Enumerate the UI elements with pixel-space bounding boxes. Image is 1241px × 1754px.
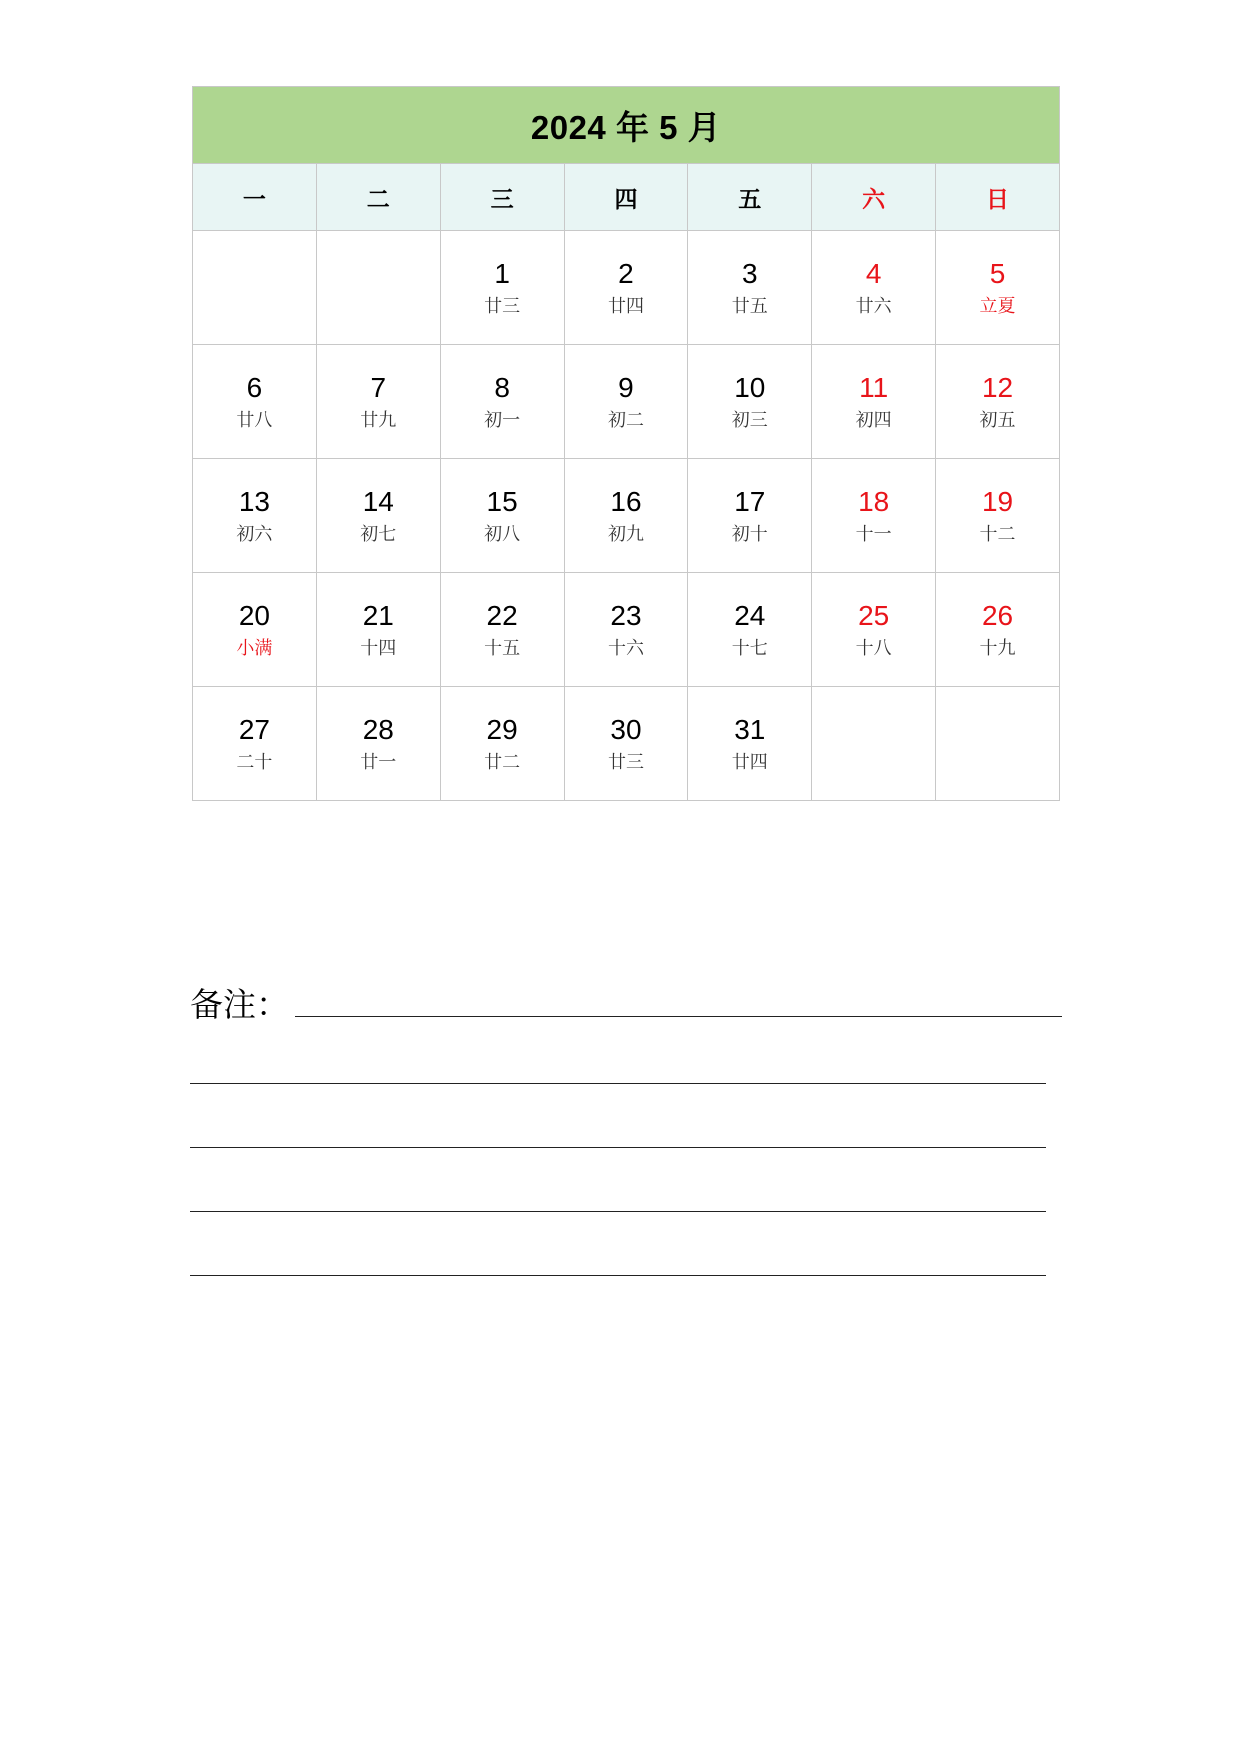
day-number: 5 [989, 257, 1006, 289]
day-cell[interactable] [812, 573, 936, 687]
day-cell[interactable] [688, 573, 812, 687]
notes-section [190, 985, 1070, 1276]
lunar-date: 十七 [731, 637, 768, 659]
lunar-date: 初三 [731, 409, 768, 431]
day-cell[interactable] [440, 687, 564, 801]
weekday-thu: 四 [564, 164, 688, 231]
day-cell[interactable] [564, 345, 688, 459]
day-cell[interactable] [316, 687, 440, 801]
lunar-date: 初九 [607, 523, 644, 545]
lunar-date: 初二 [607, 409, 644, 431]
empty-day-cell [812, 687, 936, 801]
day-cell[interactable] [440, 345, 564, 459]
lunar-date: 立夏 [979, 295, 1016, 317]
day-cell[interactable] [193, 687, 317, 801]
day-cell[interactable] [812, 459, 936, 573]
empty-day-cell [936, 687, 1060, 801]
lunar-date: 廿六 [855, 295, 892, 317]
day-cell[interactable] [564, 573, 688, 687]
day-number: 18 [858, 485, 890, 517]
lunar-date: 初一 [484, 409, 521, 431]
lunar-date: 初七 [360, 523, 397, 545]
week-row [193, 459, 1060, 573]
day-cell[interactable] [688, 687, 812, 801]
weekday-row [193, 164, 1060, 231]
lunar-date: 廿四 [731, 751, 768, 773]
day-number: 21 [362, 599, 394, 631]
lunar-date: 十二 [979, 523, 1016, 545]
weekday-tue: 二 [316, 164, 440, 231]
lunar-date: 廿一 [360, 751, 397, 773]
week-row [193, 573, 1060, 687]
weekday-mon: 一 [193, 164, 317, 231]
day-number: 4 [865, 257, 882, 289]
day-cell[interactable] [193, 345, 317, 459]
day-number: 10 [734, 371, 766, 403]
day-number: 3 [742, 257, 758, 289]
day-number: 2 [618, 257, 634, 289]
notes-lines [190, 1083, 1070, 1276]
lunar-date: 廿四 [607, 295, 644, 317]
day-cell[interactable] [193, 459, 317, 573]
day-cell[interactable] [440, 231, 564, 345]
day-number: 16 [610, 485, 642, 517]
day-number: 17 [734, 485, 766, 517]
empty-day-cell [193, 231, 317, 345]
day-number: 26 [981, 599, 1014, 631]
day-cell[interactable] [688, 231, 812, 345]
day-cell[interactable] [193, 573, 317, 687]
day-number: 27 [238, 713, 270, 745]
lunar-date: 初十 [731, 523, 768, 545]
week-row [193, 345, 1060, 459]
day-number: 25 [858, 599, 890, 631]
notes-line[interactable] [190, 1147, 1046, 1148]
weekday-wed: 三 [440, 164, 564, 231]
lunar-date: 初八 [484, 523, 521, 545]
day-number: 15 [486, 485, 518, 517]
calendar-title: 2024 年 5 月 [193, 87, 1060, 164]
day-number: 13 [238, 485, 270, 517]
day-cell[interactable] [564, 231, 688, 345]
day-cell[interactable] [936, 231, 1060, 345]
lunar-date: 廿九 [360, 409, 397, 431]
notes-line[interactable] [190, 1083, 1046, 1084]
day-cell[interactable] [316, 573, 440, 687]
lunar-date: 十九 [979, 637, 1016, 659]
notes-label: 备注： [190, 985, 289, 1024]
weekday-sun: 日 [936, 164, 1060, 231]
lunar-date: 廿三 [484, 295, 521, 317]
day-cell[interactable] [936, 573, 1060, 687]
lunar-date: 廿三 [607, 751, 644, 773]
weekday-fri: 五 [688, 164, 812, 231]
day-number: 9 [618, 371, 634, 403]
day-number: 6 [246, 371, 263, 403]
lunar-date: 十一 [855, 523, 892, 545]
day-number: 19 [981, 485, 1014, 517]
notes-first-row [190, 985, 1070, 1025]
day-number: 20 [238, 599, 270, 631]
lunar-date: 廿二 [484, 751, 521, 773]
lunar-date: 初四 [855, 409, 892, 431]
notes-line[interactable] [295, 1016, 1062, 1017]
empty-day-cell [316, 231, 440, 345]
week-row [193, 231, 1060, 345]
day-number: 22 [486, 599, 518, 631]
day-number: 12 [981, 371, 1014, 403]
lunar-date: 二十 [236, 751, 273, 773]
notes-line[interactable] [190, 1275, 1046, 1276]
day-number: 14 [362, 485, 394, 517]
day-number: 1 [494, 257, 510, 289]
lunar-date: 十四 [360, 637, 397, 659]
lunar-date: 十五 [484, 637, 521, 659]
day-cell[interactable] [688, 345, 812, 459]
lunar-date: 廿八 [236, 409, 273, 431]
week-row [193, 687, 1060, 801]
lunar-date: 廿五 [731, 295, 768, 317]
day-number: 11 [859, 371, 889, 403]
lunar-date: 十八 [855, 637, 892, 659]
day-number: 23 [610, 599, 642, 631]
day-cell[interactable] [564, 459, 688, 573]
day-number: 31 [734, 713, 766, 745]
notes-line[interactable] [190, 1211, 1046, 1212]
lunar-date: 初五 [979, 409, 1016, 431]
day-cell[interactable] [936, 345, 1060, 459]
calendar-table [192, 86, 1060, 801]
day-cell[interactable] [316, 459, 440, 573]
day-number: 24 [734, 599, 766, 631]
day-number: 29 [486, 713, 518, 745]
day-number: 8 [494, 371, 510, 403]
day-cell[interactable] [316, 345, 440, 459]
day-number: 7 [370, 371, 387, 403]
weekday-sat: 六 [812, 164, 936, 231]
day-cell[interactable] [440, 573, 564, 687]
lunar-date: 十六 [607, 637, 644, 659]
lunar-date: 初六 [236, 523, 273, 545]
day-cell[interactable] [688, 459, 812, 573]
day-number: 28 [362, 713, 394, 745]
day-cell[interactable] [440, 459, 564, 573]
day-number: 30 [610, 713, 642, 745]
day-cell[interactable] [564, 687, 688, 801]
calendar-body [193, 231, 1060, 801]
day-cell[interactable] [936, 459, 1060, 573]
day-cell[interactable] [812, 345, 936, 459]
day-cell[interactable] [812, 231, 936, 345]
lunar-date: 小满 [236, 637, 273, 659]
